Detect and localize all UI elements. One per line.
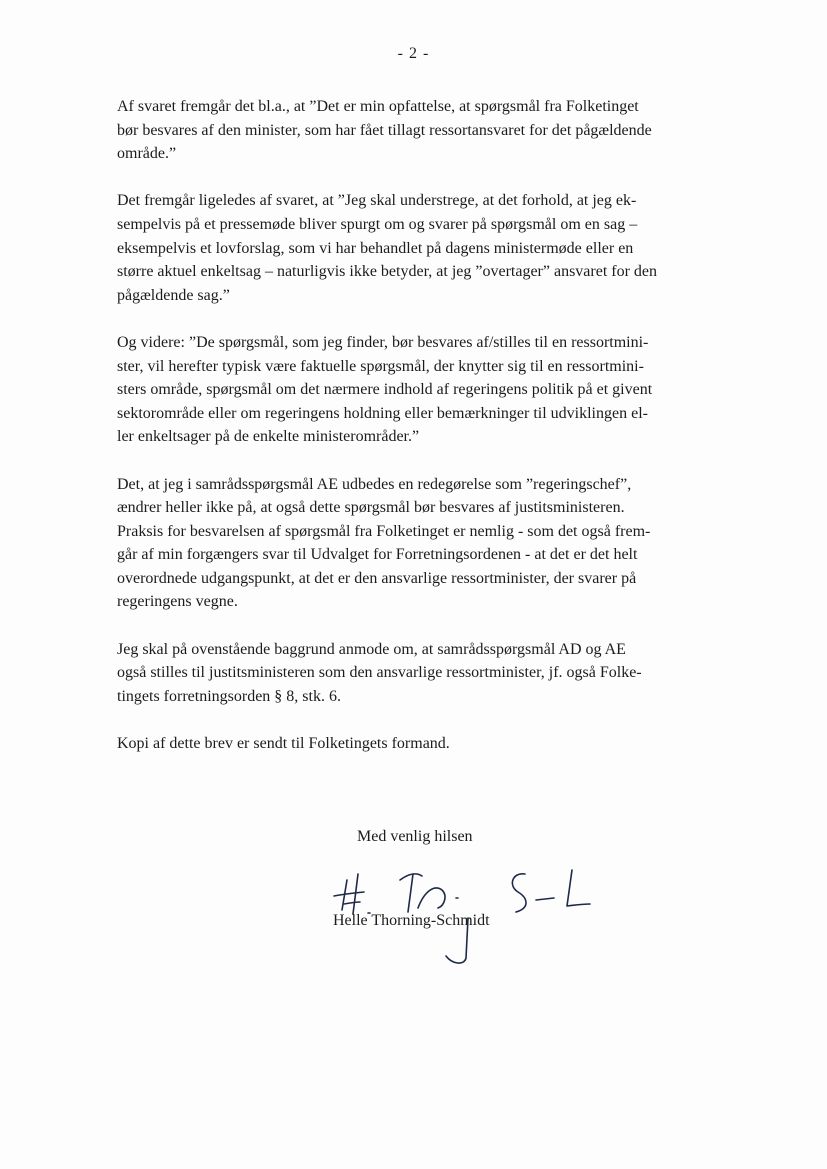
paragraph-6: Kopi af dette brev er sendt til Folketingets formand. [117,735,450,753]
paragraph-3: Og videre: ”De spørgsmål, som jeg finder, bør besvares af/stilles til en ressortmini- ster, vil herefter typisk være faktuelle spørgsmål, der knytter sig til en ressortmini- sters område, spørgsmål om det nærmere indhold af regeringens politik på et givent sektorområde eller om regeringens holdning eller bemærkninger til udviklingen el- ler enkeltsager på de enkelte ministerområder.” [117,333,653,446]
closing-salutation: Med venlig hilsen [357,828,473,845]
paragraph-2: Det fremgår ligeledes af svaret, at ”Jeg skal understrege, at det forhold, at jeg ek- sempelvis på et pressemøde bliver spurgt om og svarer på spørgsmål om en sag – eksempelvis et lovforslag, som vi har behandlet på dagens ministermøde eller en større aktuel enkeltsag – naturligvis ikke betyder, at jeg ”overtager” ansvaret for den pågældende sag.” [117,192,658,304]
paragraph-5: Jeg skal på ovenstående baggrund anmode om, at samrådsspørgsmål AD og AE også stilles til justitsministeren som den ansvarlige ressortminister, jf. også Folke- tingets forretningsorden § 8, stk. 6. [117,640,642,705]
letter-body [117,95,735,779]
signer-name: Helle Thorning-Schmidt [333,912,490,929]
paragraph-4: Det, at jeg i samrådsspørgsmål AE udbedes en redegørelse som ”regeringschef”, ændrer heller ikke på, at også dette spørgsmål bør besvares af justitsministeren. Praksis for besvarelsen af spørgsmål fra Folketinget er nemlig - som det også frem- går af min forgængers svar til Udvalget for Forretningsordenen - at det er det helt overordnede udgangspunkt, at det er den ansvarlige ressortminister, der svarer på regeringens vegne. [117,475,651,611]
paragraph-1: Af svaret fremgår det bl.a., at ”Det er min opfattelse, at spørgsmål fra Folketinget bør besvares af den minister, som har fået tillagt ressortansvaret for det pågældende område.” [117,98,652,163]
page-number: - 2 - [397,45,430,62]
